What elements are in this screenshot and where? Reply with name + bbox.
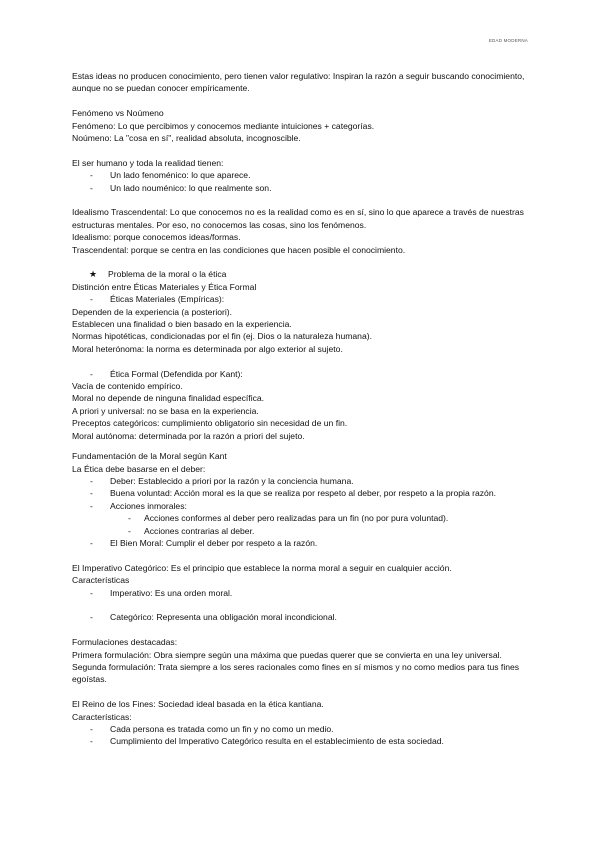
dash-marker: - — [90, 475, 93, 486]
sub-list-item — [72, 512, 534, 524]
trascendental-line: Trascendental: porque se centra en las condiciones que hacen posible el conocimiento. — [72, 244, 406, 255]
list-item — [72, 368, 534, 380]
caracteristicas-label: Características — [72, 575, 130, 586]
list-item-text: El Bien Moral: Cumplir el deber por respeto a la razón. — [110, 537, 318, 548]
page-header: EDAD MODERNA — [488, 38, 528, 43]
idealismo-trascendental: Idealismo Trascendental: Lo que conocemos no es la realidad como es en sí, sino lo que aparece a través de nuestras estructuras mentales. Por eso, no conocemos las cosas, sino los fenómenos. — [72, 207, 524, 230]
list-item-text: Imperativo: Es una orden moral. — [110, 587, 233, 598]
noumeno-line: Noúmeno: La "cosa en sí", realidad absoluta, incognoscible. — [72, 133, 301, 144]
list-item — [72, 293, 534, 305]
materiales-line: Dependen de la experiencia (a posteriori). — [72, 306, 233, 317]
list-item — [72, 587, 534, 599]
dash-marker: - — [90, 488, 93, 499]
caracteristicas-label: Características: — [72, 711, 132, 722]
primera-formulacion: Primera formulación: Obra siempre según una máxima que puedas querer que se convierta en una ley universal. — [72, 649, 502, 660]
formal-line: Moral autónoma: determinada por la razón a priori del sujeto. — [72, 430, 305, 441]
dash-marker: - — [90, 537, 93, 548]
dash-marker: - — [90, 294, 93, 305]
materiales-line: Establecen una finalidad o bien basado en la experiencia. — [72, 319, 292, 330]
list-item — [72, 611, 534, 623]
segunda-formulacion: Segunda formulación: Trata siempre a los seres racionales como fines en sí mismos y no como medios para tus fines egoístas. — [72, 661, 520, 685]
list-item-text: Acciones inmorales: — [110, 500, 187, 511]
reino-title: El Reino de los Fines: Sociedad ideal basada en la ética kantiana. — [72, 699, 324, 710]
dash-marker: - — [90, 587, 93, 598]
formal-line: Moral no depende de ninguna finalidad específica. — [72, 393, 265, 404]
list-item — [72, 268, 534, 280]
list-item-text: Cumplimiento del Imperativo Categórico resulta en el establecimiento de esta sociedad. — [110, 736, 444, 747]
dash-marker: - — [128, 525, 131, 536]
dash-marker: - — [90, 182, 93, 193]
fenomeno-title: Fenómeno vs Noúmeno — [72, 108, 164, 119]
dash-marker: - — [90, 723, 93, 734]
fundamentacion-subtitle: La Ética debe basarse en el deber: — [72, 463, 206, 474]
dash-marker: - — [90, 736, 93, 747]
list-item — [72, 487, 534, 499]
list-item-text: Buena voluntad: Acción moral es la que se realiza por respeto al deber, por respeto a la propia razón. — [110, 488, 497, 499]
formal-line: Preceptos categóricos: cumplimiento obligatorio sin necesidad de un fin. — [72, 418, 348, 429]
intro-paragraph: Estas ideas no producen conocimiento, pero tienen valor regulativo: Inspiran la razón a seguir buscando conocimiento, aunque no se puedan conocer empíricamente. — [72, 71, 525, 94]
star-icon: ★ — [89, 269, 98, 280]
section-heading: Problema de la moral o la ética — [108, 269, 227, 280]
list-item — [72, 169, 534, 181]
list-item-text: Un lado fenoménico: lo que aparece. — [110, 170, 251, 181]
document-body — [72, 70, 534, 748]
materiales-line: Normas hipotéticas, condicionadas por el fin (ej. Dios o la naturaleza humana). — [72, 331, 372, 342]
dash-marker: - — [90, 368, 93, 379]
list-item-text: Ética Formal (Defendida por Kant): — [110, 368, 243, 379]
dash-marker: - — [90, 500, 93, 511]
list-item — [72, 537, 534, 549]
imperativo-line: El Imperativo Categórico: Es el principio que establece la norma moral a seguir en cualquier acción. — [72, 562, 452, 573]
ser-humano-title: El ser humano y toda la realidad tienen: — [72, 157, 224, 168]
list-item — [72, 735, 534, 747]
materiales-line: Moral heterónoma: la norma es determinada por algo exterior al sujeto. — [72, 343, 343, 354]
formulaciones-title: Formulaciones destacadas: — [72, 637, 178, 648]
fundamentacion-title: Fundamentación de la Moral según Kant — [72, 451, 227, 462]
distincion-line: Distinción entre Éticas Materiales y Ética Formal — [72, 281, 257, 292]
list-item-text: Cada persona es tratada como un fin y no como un medio. — [110, 723, 334, 734]
list-item — [72, 182, 534, 194]
list-item — [72, 500, 534, 512]
formal-line: Vacía de contenido empírico. — [72, 381, 183, 392]
formal-line: A priori y universal: no se basa en la experiencia. — [72, 405, 259, 416]
dash-marker: - — [90, 170, 93, 181]
list-item — [72, 475, 534, 487]
idealismo-line: Idealismo: porque conocemos ideas/formas. — [72, 232, 241, 243]
sub-list-item — [72, 525, 534, 537]
list-item — [72, 723, 534, 735]
list-item-text: Éticas Materiales (Empíricas): — [110, 294, 225, 305]
list-item-text: Acciones conformes al deber pero realizadas para un fin (no por pura voluntad). — [144, 513, 449, 524]
list-item-text: Acciones contrarias al deber. — [144, 525, 255, 536]
list-item-text: Un lado nouménico: lo que realmente son. — [110, 182, 272, 193]
list-item-text: Deber: Establecido a priori por la razón y la conciencia humana. — [110, 475, 354, 486]
fenomeno-line: Fenómeno: Lo que percibimos y conocemos mediante intuiciones + categorías. — [72, 120, 375, 131]
dash-marker: - — [128, 513, 131, 524]
dash-marker: - — [90, 612, 93, 623]
list-item-text: Categórico: Representa una obligación moral incondicional. — [110, 612, 337, 623]
